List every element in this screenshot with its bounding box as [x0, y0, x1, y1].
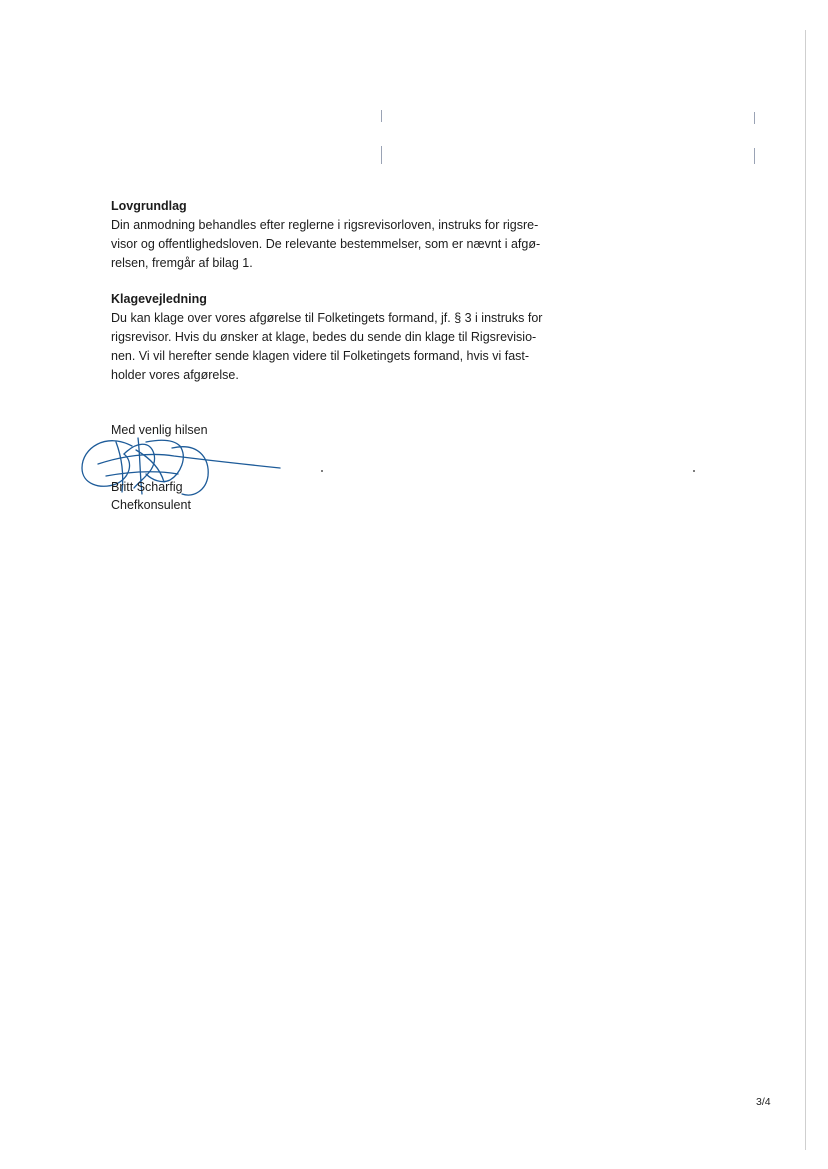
- text-line: nen. Vi vil herefter sende klagen videre til Folketingets formand, hvis vi fast-: [111, 349, 530, 363]
- text-line: Du kan klage over vores afgørelse til Folketingets formand, jf. § 3 i instruks for: [111, 311, 543, 325]
- page-number: 3/4: [756, 1096, 771, 1108]
- scan-speck: [693, 470, 695, 472]
- text-line: rigsrevisor. Hvis du ønsker at klage, bedes du sende din klage til Rigsrevisio-: [111, 330, 537, 344]
- legal-basis-section: [111, 197, 581, 273]
- appeal-guidance-text: [111, 309, 581, 385]
- text-line: Din anmodning behandles efter reglerne i rigsrevisorloven, instruks for rigsre-: [111, 218, 539, 232]
- text-line: holder vores afgørelse.: [111, 368, 239, 382]
- closing-greeting: Med venlig hilsen: [111, 423, 208, 437]
- scan-edge-line: [805, 30, 806, 1150]
- signer-name: Britt Scharfig: [111, 480, 183, 494]
- appeal-guidance-heading: Klagevejledning: [111, 292, 207, 306]
- appeal-guidance-section: [111, 290, 581, 385]
- scan-mark: [381, 110, 382, 122]
- scan-mark: [754, 112, 755, 124]
- legal-basis-text: [111, 216, 581, 273]
- scan-speck: [321, 470, 323, 472]
- scan-mark: [381, 146, 382, 164]
- text-line: visor og offentlighedsloven. De relevante bestemmelser, som er nævnt i afgø-: [111, 237, 541, 251]
- legal-basis-heading: Lovgrundlag: [111, 199, 187, 213]
- text-line: relsen, fremgår af bilag 1.: [111, 256, 253, 270]
- scan-mark: [754, 148, 755, 164]
- signer-title: Chefkonsulent: [111, 498, 191, 512]
